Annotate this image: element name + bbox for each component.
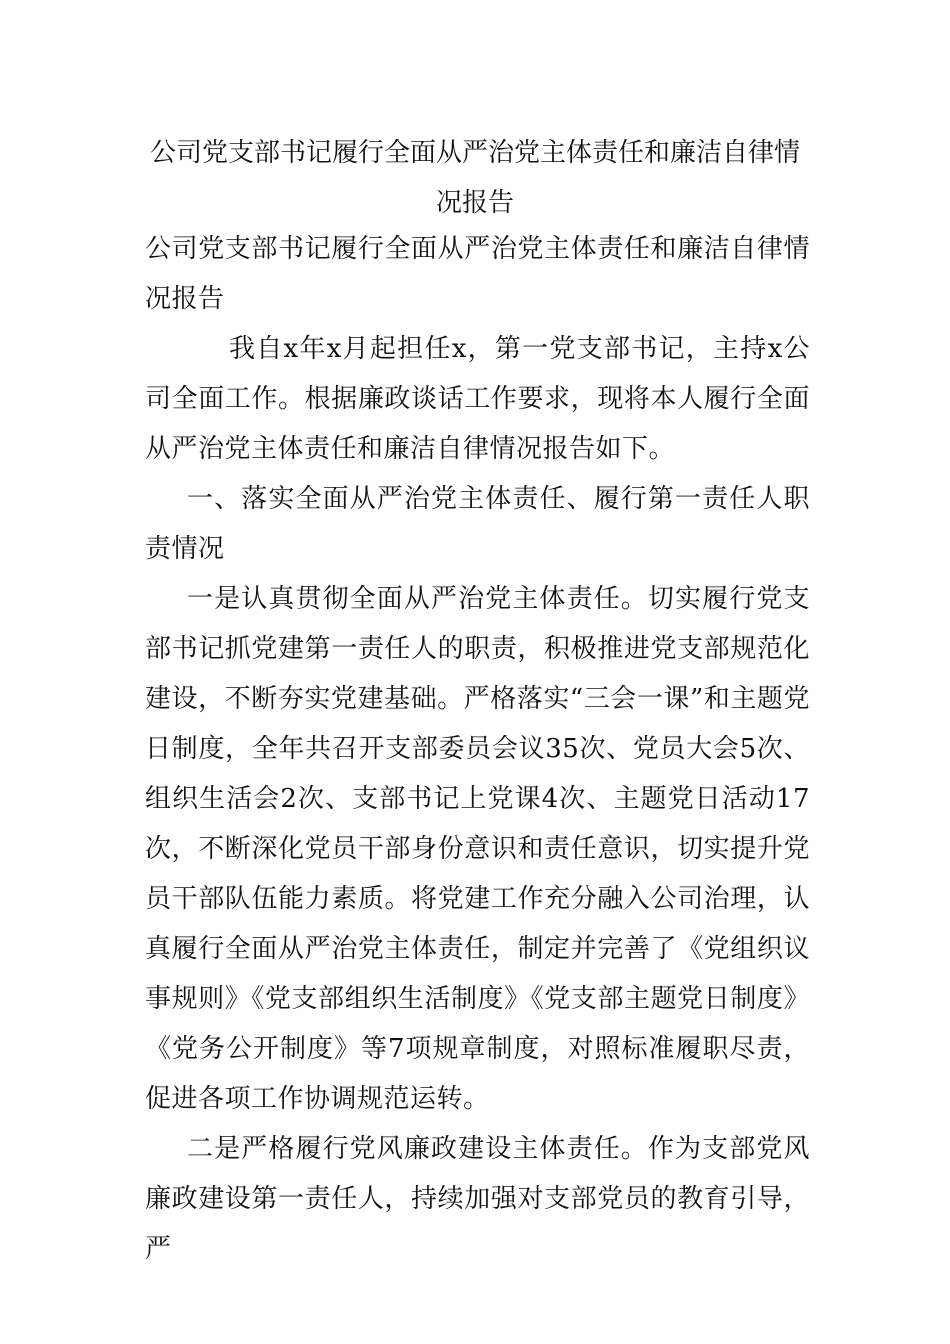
body-paragraph: 一是认真贯彻全面从严治党主体责任。切实履行党支部书记抓党建第一责任人的职责，积极推进党支部规范化建设，不断夯实党建基础。严格落实“三会一课”和主题党日制度，全年共召开支部委员会议35次、党员大会5次、组织生活会2次、支部书记上党课4次、主题党日活动17次，不断深化党员干部身份意识和责任意识，切实提升党员干部队伍能力素质。将党建工作充分融入公司治理，认真履行全面从严治党主体责任，制定并完善了《党组织议事规则》《党支部组织生活制度》《党支部主题党日制度》《党务公开制度》等7项规章制度，对照标准履职尽责，促进各项工作协调规范运转。 xyxy=(145,584,810,1114)
document-title: 公司党支部书记履行全面从严治党主体责任和廉洁自律情况报告 xyxy=(149,138,800,218)
body-paragraph: 二是严格履行党风廉政建设主体责任。作为支部党风廉政建设第一责任人，持续加强对支部党员的教育引导，严 xyxy=(145,1134,810,1264)
document-subtitle: 公司党支部书记履行全面从严治党主体责任和廉洁自律情况报告 xyxy=(145,234,810,314)
document-body xyxy=(145,224,810,1274)
intro-paragraph: 我自x年x月起担任x，第一党支部书记，主持x公司全面工作。根据廉政谈话工作要求，现将本人履行全面从严治党主体责任和廉洁自律情况报告如下。 xyxy=(145,334,810,464)
section-heading: 一、落实全面从严治党主体责任、履行第一责任人职责情况 xyxy=(145,484,810,564)
